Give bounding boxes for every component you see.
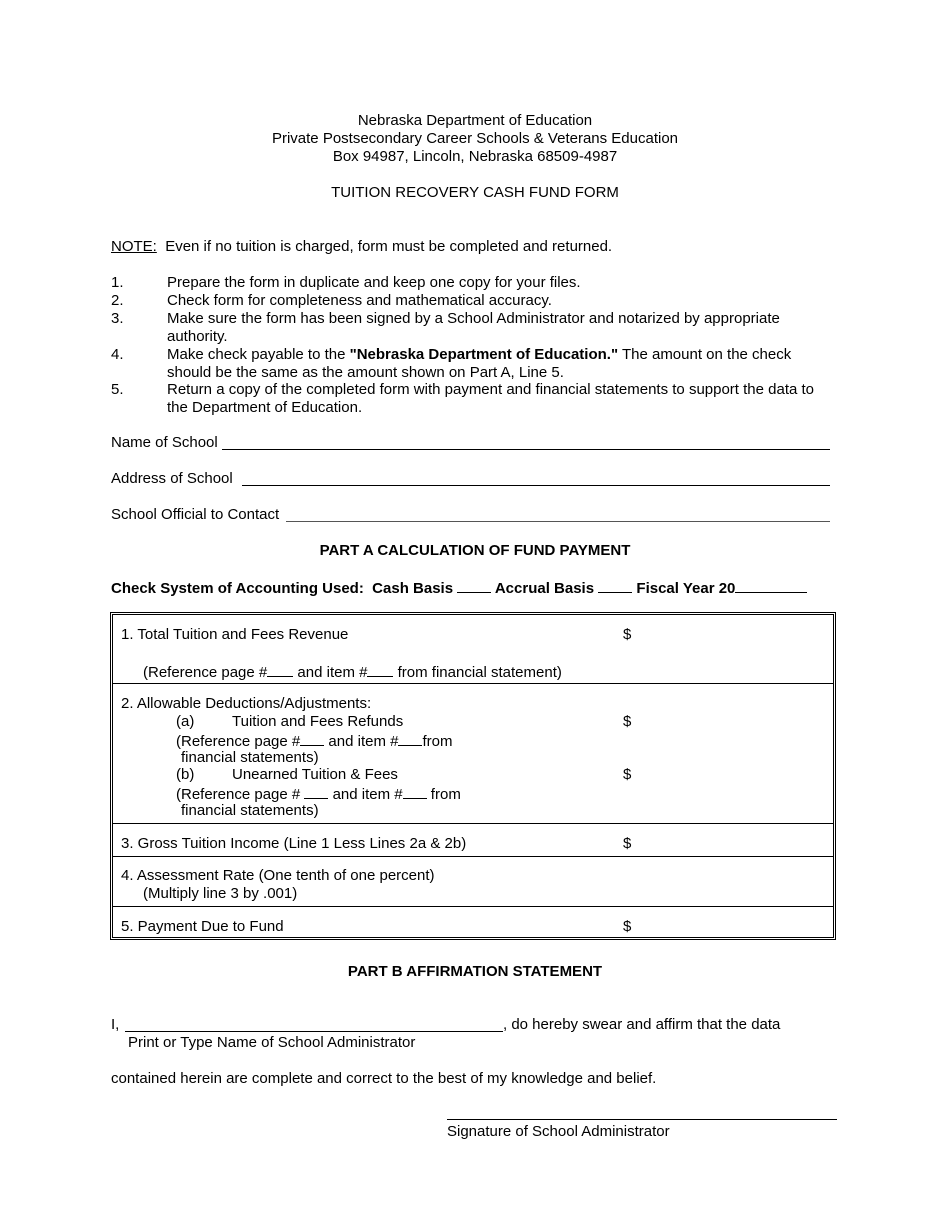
- row-divider: [113, 683, 833, 684]
- accrual-basis-label: Accrual Basis: [494, 580, 595, 597]
- instruction-number: 5.: [111, 381, 124, 398]
- instruction-text: Return a copy of the completed form with payment and financial statements to support the data to: [167, 381, 815, 398]
- row2a-label: Tuition and Fees Refunds: [232, 713, 404, 730]
- dollar-sign: $: [623, 918, 632, 935]
- row1-reference: (Reference page # and item # from financial statement): [143, 664, 562, 681]
- instruction-number: 2.: [111, 292, 124, 309]
- row-divider: [113, 856, 833, 857]
- school-official-label: School Official to Contact: [111, 506, 280, 523]
- note-text: Even if no tuition is charged, form must be completed and returned.: [165, 238, 613, 255]
- school-name-label: Name of School: [111, 434, 218, 451]
- affirmation-text: , do hereby swear and affirm that the data: [503, 1016, 781, 1033]
- row2b-reference-cont: financial statements): [181, 802, 319, 819]
- accrual-basis-field[interactable]: [598, 578, 632, 593]
- row4-label: 4. Assessment Rate (One tenth of one percent): [121, 867, 435, 884]
- page-number-field[interactable]: [300, 731, 324, 746]
- row5-label: 5. Payment Due to Fund: [121, 918, 284, 935]
- row3-label: 3. Gross Tuition Income (Line 1 Less Lines 2a & 2b): [121, 835, 467, 852]
- row2b-label: Unearned Tuition & Fees: [232, 766, 398, 783]
- instruction-number: 4.: [111, 346, 124, 363]
- instruction-text: the Department of Education.: [167, 399, 363, 416]
- accounting-system-row: [111, 578, 807, 598]
- affirmation-i: I,: [111, 1016, 120, 1033]
- note: [111, 238, 612, 256]
- row-divider: [113, 823, 833, 824]
- school-address-field[interactable]: [242, 485, 830, 486]
- item-number-field[interactable]: [367, 662, 393, 677]
- dollar-sign: $: [623, 713, 632, 730]
- instruction-text: Prepare the form in duplicate and keep one copy for your files.: [167, 274, 581, 291]
- instruction-number: 3.: [111, 310, 124, 327]
- page-number-field[interactable]: [267, 662, 293, 677]
- agency-address: Box 94987, Lincoln, Nebraska 68509-4987: [332, 148, 618, 165]
- row2-label: 2. Allowable Deductions/Adjustments:: [121, 695, 372, 712]
- accounting-label: Check System of Accounting Used:: [111, 580, 364, 597]
- row2a-letter: (a): [176, 713, 195, 730]
- row2b-letter: (b): [176, 766, 195, 783]
- row2b-reference: (Reference page # and item # from: [176, 786, 461, 803]
- administrator-name-caption: Print or Type Name of School Administrator: [128, 1034, 416, 1051]
- item-number-field[interactable]: [398, 731, 422, 746]
- instruction-text: Make sure the form has been signed by a School Administrator and notarized by appropriate: [167, 310, 780, 327]
- row2a-reference-cont: financial statements): [181, 749, 319, 766]
- agency-name: Nebraska Department of Education: [357, 112, 593, 129]
- signature-field[interactable]: [447, 1119, 837, 1120]
- payee-name: "Nebraska Department of Education.": [349, 346, 619, 363]
- note-label: NOTE:: [111, 238, 157, 255]
- fiscal-year-label: Fiscal Year 20: [636, 580, 736, 597]
- row4-sub: (Multiply line 3 by .001): [143, 885, 298, 902]
- row2a-reference: (Reference page # and item # from: [176, 733, 453, 750]
- cash-basis-field[interactable]: [457, 578, 491, 593]
- affirmation-text-cont: contained herein are complete and correct to the best of my knowledge and belief.: [111, 1070, 657, 1087]
- instruction-number: 1.: [111, 274, 124, 291]
- form-title: TUITION RECOVERY CASH FUND FORM: [331, 184, 619, 201]
- part-b-title: PART B AFFIRMATION STATEMENT: [347, 963, 603, 980]
- dollar-sign: $: [623, 766, 632, 783]
- dollar-sign: $: [623, 626, 632, 643]
- division-name: Private Postsecondary Career Schools & Veterans Education: [271, 130, 679, 147]
- instruction-text: should be the same as the amount shown on Part A, Line 5.: [167, 364, 564, 381]
- item-number-field[interactable]: [403, 784, 427, 799]
- page-number-field[interactable]: [304, 784, 328, 799]
- school-address-label: Address of School: [111, 470, 233, 487]
- cash-basis-label: Cash Basis: [372, 580, 454, 597]
- administrator-name-field[interactable]: [125, 1031, 503, 1032]
- instruction-text: Check form for completeness and mathematical accuracy.: [167, 292, 552, 309]
- dollar-sign: $: [623, 835, 632, 852]
- row1-label: 1. Total Tuition and Fees Revenue: [121, 626, 349, 643]
- school-name-field[interactable]: [222, 449, 830, 450]
- fiscal-year-field[interactable]: [735, 578, 807, 593]
- instruction-text: authority.: [167, 328, 228, 345]
- instruction-text: Make check payable to the "Nebraska Department of Education." The amount on the check: [167, 346, 792, 363]
- row-divider: [113, 906, 833, 907]
- part-a-title: PART A CALCULATION OF FUND PAYMENT: [319, 542, 631, 559]
- signature-caption: Signature of School Administrator: [447, 1123, 670, 1140]
- school-official-field[interactable]: [286, 521, 830, 522]
